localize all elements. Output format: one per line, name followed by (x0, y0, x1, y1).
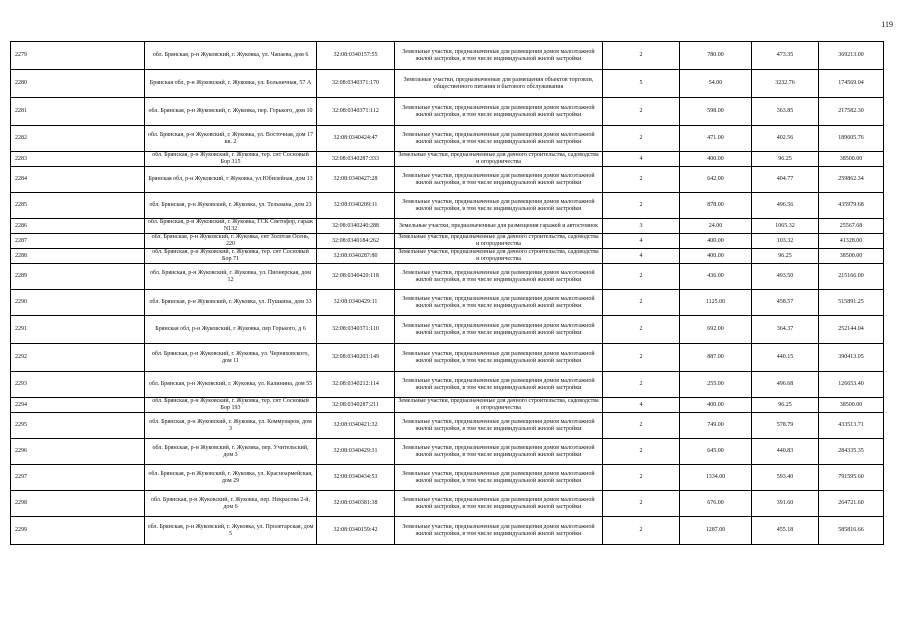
table-row (11, 413, 884, 439)
cadastral-value-cell: 252144.04 (819, 316, 884, 344)
cadastral-number-cell: 32:08:0340371:112 (317, 98, 395, 126)
land-use-cell: Земельные участки, предназначенные для размещения домов малоэтажной жилой застройки, в том числе индивидуальной жилой застройки (395, 372, 603, 398)
row-number-cell: 2292 (11, 344, 145, 372)
row-number-cell: 2288 (11, 249, 145, 264)
row-number-cell: 2291 (11, 316, 145, 344)
rate-cell: 496.56 (752, 193, 819, 219)
cadastral-number-cell: 32:08:0340209:11 (317, 193, 395, 219)
row-number-cell: 2287 (11, 234, 145, 249)
rate-cell: 455.18 (752, 517, 819, 545)
row-number-cell: 2295 (11, 413, 145, 439)
cadastral-value-cell: 390413.05 (819, 344, 884, 372)
category-cell: 2 (603, 439, 680, 465)
rate-cell: 3232.76 (752, 70, 819, 98)
cadastral-number-cell: 32:08:0340212:114 (317, 372, 395, 398)
rate-cell: 363.85 (752, 98, 819, 126)
row-number-cell: 2285 (11, 193, 145, 219)
category-cell: 4 (603, 152, 680, 167)
address-cell: обл. Брянская, р-н Жуковский, г. Жуковка, ул. Пушкина, дом 33 (145, 290, 317, 316)
rate-cell: 96.25 (752, 249, 819, 264)
land-use-cell: Земельные участки, предназначенные для размещения объектов торговли, общественного питания и бытового обслуживания (395, 70, 603, 98)
cadastral-number-cell: 32:08:0340184:262 (317, 234, 395, 249)
cadastral-value-cell: 433513.71 (819, 413, 884, 439)
row-number-cell: 2299 (11, 517, 145, 545)
row-number-cell: 2294 (11, 398, 145, 413)
rate-cell: 578.79 (752, 413, 819, 439)
category-cell: 2 (603, 413, 680, 439)
category-cell: 2 (603, 344, 680, 372)
category-cell: 2 (603, 126, 680, 152)
table-row (11, 372, 884, 398)
category-cell: 2 (603, 316, 680, 344)
cadastral-number-cell: 32:08:0340420:118 (317, 264, 395, 290)
address-cell: обл. Брянская, р-н Жуковский, г. Жуковка, ГСК Светофор, гараж N132 (145, 219, 317, 234)
table-row (11, 491, 884, 517)
cadastral-number-cell: 32:08:0340429:31 (317, 439, 395, 465)
table-row (11, 126, 884, 152)
table-row (11, 249, 884, 264)
category-cell: 3 (603, 219, 680, 234)
address-cell: обл. Брянская, р-н Жуковский, г. Жуковка, ул. Коммунаров, дом 3 (145, 413, 317, 439)
land-use-cell: Земельные участки, предназначенные для размещения домов малоэтажной жилой застройки, в том числе индивидуальной жилой застройки (395, 167, 603, 193)
land-use-cell: Земельные участки, предназначенные для дачного строительства, садоводства и огородничества (395, 398, 603, 413)
cadastral-value-cell: 791595.60 (819, 465, 884, 491)
row-number-cell: 2279 (11, 42, 145, 70)
cadastral-number-cell: 32:08:0340287:80 (317, 249, 395, 264)
cadastral-value-cell: 284335.35 (819, 439, 884, 465)
land-use-cell: Земельные участки, предназначенные для размещения домов малоэтажной жилой застройки, в том числе индивидуальной жилой застройки (395, 465, 603, 491)
address-cell: обл. Брянская, р-н Жуковский, г. Жуковка, тер. снт Сосновый Бор 193 (145, 398, 317, 413)
land-use-cell: Земельные участки, предназначенные для дачного строительства, садоводства и огородничества (395, 234, 603, 249)
cadastral-number-cell: 32:08:0340159:42 (317, 517, 395, 545)
category-cell: 2 (603, 264, 680, 290)
land-use-cell: Земельные участки, предназначенные для дачного строительства, садоводства и огородничества (395, 249, 603, 264)
cadastral-number-cell: 32:08:0340424:47 (317, 126, 395, 152)
category-cell: 2 (603, 98, 680, 126)
area-cell: 645.00 (680, 439, 752, 465)
cadastral-number-cell: 32:08:0340240:288 (317, 219, 395, 234)
cadastral-value-cell: 515891.25 (819, 290, 884, 316)
area-cell: 878.00 (680, 193, 752, 219)
address-cell: обл. Брянская, р-н Жуковский, г. Жуковка, ул. Восточная, дом 17 кв. 2 (145, 126, 317, 152)
land-use-cell: Земельные участки, предназначенные для размещения домов малоэтажной жилой застройки, в том числе индивидуальной жилой застройки (395, 517, 603, 545)
rate-cell: 391.60 (752, 491, 819, 517)
rate-cell: 440.15 (752, 344, 819, 372)
area-cell: 1334.00 (680, 465, 752, 491)
table-body (11, 42, 884, 545)
rate-cell: 458.57 (752, 290, 819, 316)
address-cell: обл. Брянская, р-н Жуковский, г. Жуковка, пер. Некрасова 2-й, дом 6 (145, 491, 317, 517)
table-row (11, 219, 884, 234)
table-row (11, 167, 884, 193)
row-number-cell: 2283 (11, 152, 145, 167)
land-use-cell: Земельные участки, предназначенные для размещения домов малоэтажной жилой застройки, в том числе индивидуальной жилой застройки (395, 439, 603, 465)
table-row (11, 290, 884, 316)
category-cell: 2 (603, 193, 680, 219)
cadastral-number-cell: 32:08:0340381:38 (317, 491, 395, 517)
row-number-cell: 2284 (11, 167, 145, 193)
cadastral-value-cell: 369213.00 (819, 42, 884, 70)
cadastral-value-cell: 215166.00 (819, 264, 884, 290)
land-use-cell: Земельные участки, предназначенные для размещения домов малоэтажной жилой застройки, в том числе индивидуальной жилой застройки (395, 413, 603, 439)
land-use-cell: Земельные участки, предназначенные для размещения домов малоэтажной жилой застройки, в том числе индивидуальной жилой застройки (395, 42, 603, 70)
row-number-cell: 2282 (11, 126, 145, 152)
rate-cell: 440.83 (752, 439, 819, 465)
cadastral-number-cell: 32:08:0340203:149 (317, 344, 395, 372)
table-row (11, 98, 884, 126)
cadastral-value-cell: 264721.60 (819, 491, 884, 517)
land-use-cell: Земельные участки, предназначенные для размещения домов малоэтажной жилой застройки, в том числе индивидуальной жилой застройки (395, 290, 603, 316)
area-cell: 780.00 (680, 42, 752, 70)
rate-cell: 103.32 (752, 234, 819, 249)
rate-cell: 473.35 (752, 42, 819, 70)
area-cell: 676.00 (680, 491, 752, 517)
table-row (11, 42, 884, 70)
row-number-cell: 2293 (11, 372, 145, 398)
row-number-cell: 2280 (11, 70, 145, 98)
category-cell: 2 (603, 167, 680, 193)
area-cell: 436.00 (680, 264, 752, 290)
table-row (11, 439, 884, 465)
table-row (11, 70, 884, 98)
area-cell: 598.00 (680, 98, 752, 126)
row-number-cell: 2286 (11, 219, 145, 234)
land-use-cell: Земельные участки, предназначенные для размещения домов малоэтажной жилой застройки, в том числе индивидуальной жилой застройки (395, 264, 603, 290)
cadastral-value-cell: 585816.66 (819, 517, 884, 545)
cadastral-number-cell: 32:08:0340287:333 (317, 152, 395, 167)
cadastral-number-cell: 32:08:0340429:11 (317, 290, 395, 316)
cadastral-value-cell: 41328.00 (819, 234, 884, 249)
table-row (11, 344, 884, 372)
cadastral-value-cell: 189605.76 (819, 126, 884, 152)
address-cell: обл. Брянская, р-н Жуковский, г. Жуковка, пер. Горького, дом 10 (145, 98, 317, 126)
area-cell: 692.00 (680, 316, 752, 344)
category-cell: 2 (603, 491, 680, 517)
category-cell: 2 (603, 465, 680, 491)
land-use-cell: Земельные участки, предназначенные для размещения домов малоэтажной жилой застройки, в том числе индивидуальной жилой застройки (395, 491, 603, 517)
area-cell: 642.00 (680, 167, 752, 193)
rate-cell: 404.77 (752, 167, 819, 193)
cadastral-value-cell: 435979.68 (819, 193, 884, 219)
address-cell: обл. Брянская, р-н Жуковский, г. Жуковка, ул. Пролетарская, дом 5 (145, 517, 317, 545)
area-cell: 255.00 (680, 372, 752, 398)
cadastral-number-cell: 32:08:0340427:28 (317, 167, 395, 193)
rate-cell: 96.25 (752, 152, 819, 167)
area-cell: 24.00 (680, 219, 752, 234)
cadastral-value-cell: 126653.40 (819, 372, 884, 398)
table-row (11, 234, 884, 249)
row-number-cell: 2297 (11, 465, 145, 491)
category-cell: 4 (603, 249, 680, 264)
area-cell: 400.00 (680, 249, 752, 264)
address-cell: обл. Брянская, р-н Жуковский, г. Жуковка, ул. Красноармейская, дом 29 (145, 465, 317, 491)
address-cell: обл. Брянская, р-н Жуковский, г. Жуковка, ул. Калинина, дом 55 (145, 372, 317, 398)
table-row (11, 398, 884, 413)
cadastral-number-cell: 32:08:0340434:53 (317, 465, 395, 491)
cadastral-value-cell: 38500.00 (819, 249, 884, 264)
row-number-cell: 2298 (11, 491, 145, 517)
cadastral-number-cell: 32:08:0340371:110 (317, 316, 395, 344)
area-cell: 1287.00 (680, 517, 752, 545)
rate-cell: 496.68 (752, 372, 819, 398)
cadastral-number-cell: 32:08:0340157:55 (317, 42, 395, 70)
table-row (11, 517, 884, 545)
cadastral-number-cell: 32:08:0340421:32 (317, 413, 395, 439)
cadastral-value-cell: 38500.00 (819, 152, 884, 167)
row-number-cell: 2290 (11, 290, 145, 316)
address-cell: обл. Брянская, р-н Жуковский, г. Жуковка, пер. Учительский, дом 3 (145, 439, 317, 465)
address-cell: обл. Брянская, р-н Жуковский, г. Жуковка, ул. Чапаева, дом 6 (145, 42, 317, 70)
address-cell: Брянская обл, р-н Жуковский, г Жуковка, ул Юбилейная, дом 13 (145, 167, 317, 193)
row-number-cell: 2296 (11, 439, 145, 465)
address-cell: обл. Брянская, р-н Жуковский, г. Жуковка, ул. Черняховского, дом 11 (145, 344, 317, 372)
page-number: 119 (881, 20, 893, 29)
table-row (11, 264, 884, 290)
cadastral-value-cell: 217582.30 (819, 98, 884, 126)
table-row (11, 465, 884, 491)
address-cell: обл. Брянская, р-н Жуковский, г. Жуковка, ул. Пионерская, дом 12 (145, 264, 317, 290)
area-cell: 887.00 (680, 344, 752, 372)
table-row (11, 193, 884, 219)
cadastral-value-cell: 38500.00 (819, 398, 884, 413)
address-cell: обл. Брянская, р-н Жуковский, г. Жуковка, снт Золотая Осень, 220 (145, 234, 317, 249)
rate-cell: 364.37 (752, 316, 819, 344)
area-cell: 749.00 (680, 413, 752, 439)
area-cell: 1125.00 (680, 290, 752, 316)
address-cell: обл. Брянская, р-н Жуковский, г. Жуковка, тер. снт Сосновый Бор 315 (145, 152, 317, 167)
category-cell: 2 (603, 517, 680, 545)
row-number-cell: 2281 (11, 98, 145, 126)
cadastral-number-cell: 32:08:0340287:211 (317, 398, 395, 413)
cadastral-number-cell: 32:08:0340371:170 (317, 70, 395, 98)
table-row (11, 316, 884, 344)
address-cell: Брянская обл, р-н Жуковский, г. Жуковка, ул. Больничная, 57 А (145, 70, 317, 98)
land-use-cell: Земельные участки, предназначенные для размещения домов малоэтажной жилой застройки, в том числе индивидуальной жилой застройки (395, 98, 603, 126)
cadastral-value-cell: 174569.04 (819, 70, 884, 98)
cadastral-value-cell: 25567.68 (819, 219, 884, 234)
area-cell: 471.00 (680, 126, 752, 152)
land-use-cell: Земельные участки, предназначенные для размещения домов малоэтажной жилой застройки, в том числе индивидуальной жилой застройки (395, 344, 603, 372)
row-number-cell: 2289 (11, 264, 145, 290)
rate-cell: 1065.32 (752, 219, 819, 234)
area-cell: 400.00 (680, 152, 752, 167)
category-cell: 2 (603, 372, 680, 398)
category-cell: 4 (603, 234, 680, 249)
category-cell: 2 (603, 42, 680, 70)
land-use-cell: Земельные участки, предназначенные для размещения гаражей и автостоянок (395, 219, 603, 234)
land-use-cell: Земельные участки, предназначенные для размещения домов малоэтажной жилой застройки, в том числе индивидуальной жилой застройки (395, 193, 603, 219)
rate-cell: 593.40 (752, 465, 819, 491)
area-cell: 54.00 (680, 70, 752, 98)
rate-cell: 96.25 (752, 398, 819, 413)
address-cell: обл. Брянская, р-н Жуковский, г. Жуковка, ул. Тельмана, дом 23 (145, 193, 317, 219)
category-cell: 5 (603, 70, 680, 98)
rate-cell: 493.50 (752, 264, 819, 290)
land-use-cell: Земельные участки, предназначенные для размещения домов малоэтажной жилой застройки, в том числе индивидуальной жилой застройки (395, 316, 603, 344)
area-cell: 400.00 (680, 398, 752, 413)
table-row (11, 152, 884, 167)
land-parcels-table (10, 41, 884, 545)
address-cell: обл. Брянская, р-н Жуковский, г. Жуковка, тер. снт Сосновый Бор 71 (145, 249, 317, 264)
category-cell: 2 (603, 290, 680, 316)
area-cell: 400.00 (680, 234, 752, 249)
rate-cell: 402.56 (752, 126, 819, 152)
address-cell: Брянская обл, р-н Жуковский, г Жуковка, пер Горького, д 6 (145, 316, 317, 344)
land-use-cell: Земельные участки, предназначенные для размещения домов малоэтажной жилой застройки, в том числе индивидуальной жилой застройки (395, 126, 603, 152)
cadastral-value-cell: 259862.34 (819, 167, 884, 193)
category-cell: 4 (603, 398, 680, 413)
land-use-cell: Земельные участки, предназначенные для дачного строительства, садоводства и огородничества (395, 152, 603, 167)
